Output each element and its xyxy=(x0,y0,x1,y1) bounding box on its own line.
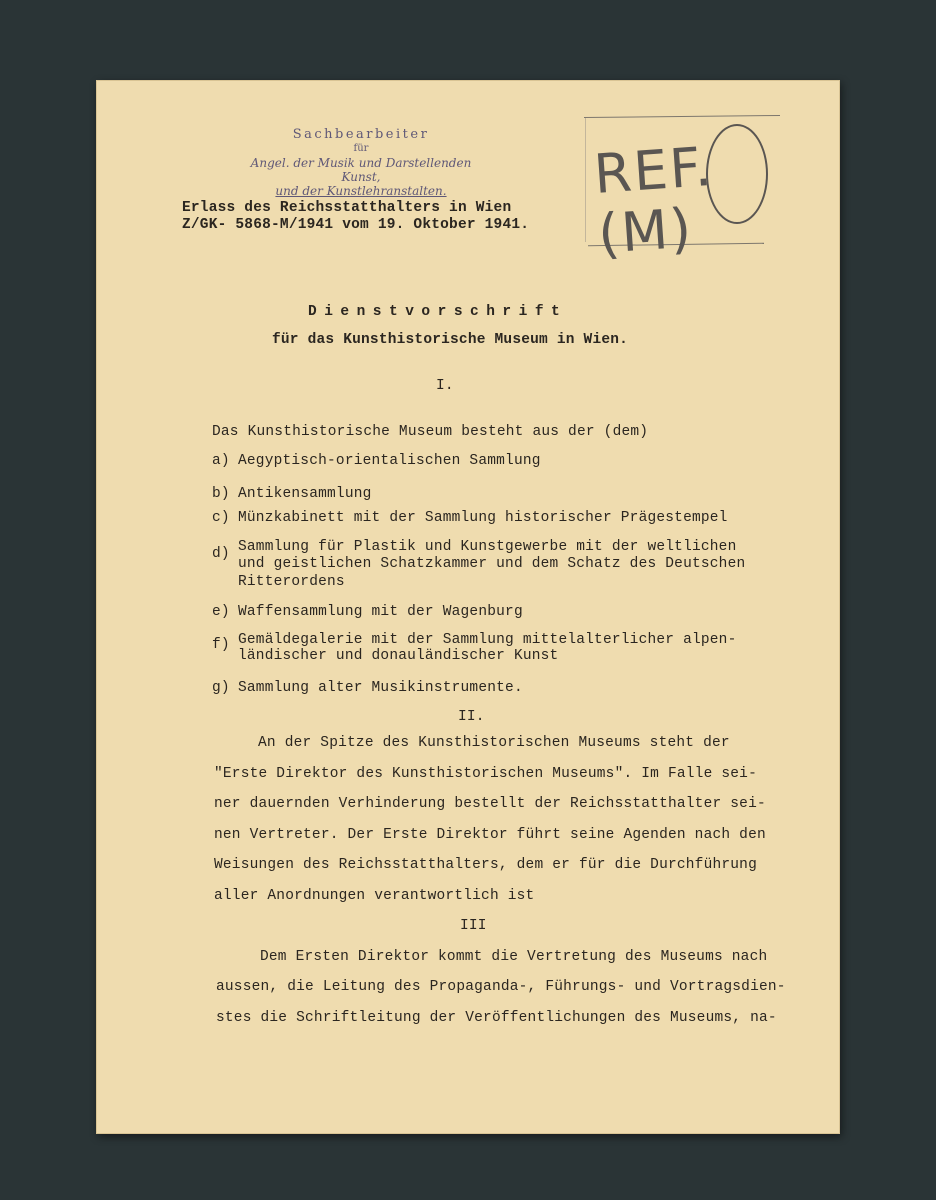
annotation-line-top xyxy=(584,115,780,118)
decree-line-1: Erlass des Reichsstatthalters in Wien xyxy=(182,200,512,216)
document-title: Dienstvorschrift xyxy=(308,304,568,320)
list-item-d-label: d) xyxy=(212,546,230,562)
section-2-line-6: aller Anordnungen verantwortlich ist xyxy=(214,888,535,904)
list-item-c: Münzkabinett mit der Sammlung historischer Prägestempel xyxy=(238,510,728,526)
list-item-g-label: g) xyxy=(212,680,230,696)
list-item-g: Sammlung alter Musikinstrumente. xyxy=(238,680,523,696)
stamp-line-1: Sachbearbeiter xyxy=(292,127,430,142)
section-2-line-3: ner dauernden Verhinderung bestellt der Reichsstatthalter sei- xyxy=(214,796,766,812)
list-item-e-label: e) xyxy=(212,604,230,620)
list-item-a: Aegyptisch-orientalischen Sammlung xyxy=(238,453,541,469)
list-item-d-line-2: und geistlichen Schatzkammer und dem Schatz des Deutschen xyxy=(238,556,746,572)
stamp-line-4: und der Kunstlehranstalten. xyxy=(275,184,447,198)
pencil-annotation xyxy=(591,120,796,266)
list-item-b: Antikensammlung xyxy=(238,486,372,502)
document-subtitle: für das Kunsthistorische Museum in Wien. xyxy=(272,332,629,348)
section-2-line-2: "Erste Direktor des Kunsthistorischen Museums". Im Falle sei- xyxy=(214,766,757,782)
list-item-e: Waffensammlung mit der Wagenburg xyxy=(238,604,523,620)
list-item-d-line-3: Ritterordens xyxy=(238,574,345,590)
list-item-a-label: a) xyxy=(212,453,230,469)
handwritten-note: REF.(M) xyxy=(591,134,716,266)
section-2-line-1: An der Spitze des Kunsthistorischen Museums steht der xyxy=(258,735,730,751)
list-item-c-label: c) xyxy=(212,510,230,526)
section-3-numeral: III xyxy=(460,918,487,934)
office-stamp xyxy=(236,127,486,198)
section-2-numeral: II. xyxy=(458,709,485,725)
list-item-f-label: f) xyxy=(212,637,230,653)
section-1-numeral: I. xyxy=(436,378,454,394)
annotation-line-left xyxy=(585,118,586,242)
section-3-line-3: stes die Schriftleitung der Veröffentlichungen des Museums, na- xyxy=(216,1010,777,1026)
section-3-line-2: aussen, die Leitung des Propaganda-, Führungs- und Vortragsdien- xyxy=(216,979,786,995)
list-item-f-line-1: Gemäldegalerie mit der Sammlung mittelalterlicher alpen- xyxy=(238,632,737,648)
list-item-d-line-1: Sammlung für Plastik und Kunstgewerbe mit der weltlichen xyxy=(238,539,737,555)
section-2-line-4: nen Vertreter. Der Erste Direktor führt seine Agenden nach den xyxy=(214,827,766,843)
list-item-b-label: b) xyxy=(212,486,230,502)
section-3-line-1: Dem Ersten Direktor kommt die Vertretung des Museums nach xyxy=(260,949,768,965)
document-page xyxy=(96,80,840,1134)
decree-line-2: Z/GK- 5868-M/1941 vom 19. Oktober 1941. xyxy=(182,217,530,233)
section-1-intro: Das Kunsthistorische Museum besteht aus der (dem) xyxy=(212,424,649,440)
stamp-line-3: Angel. der Musik und Darstellenden Kunst, xyxy=(250,156,472,184)
list-item-f-line-2: ländischer und donauländischer Kunst xyxy=(238,648,559,664)
section-2-line-5: Weisungen des Reichsstatthalters, dem er für die Durchführung xyxy=(214,857,757,873)
stamp-line-2: für xyxy=(353,143,369,154)
